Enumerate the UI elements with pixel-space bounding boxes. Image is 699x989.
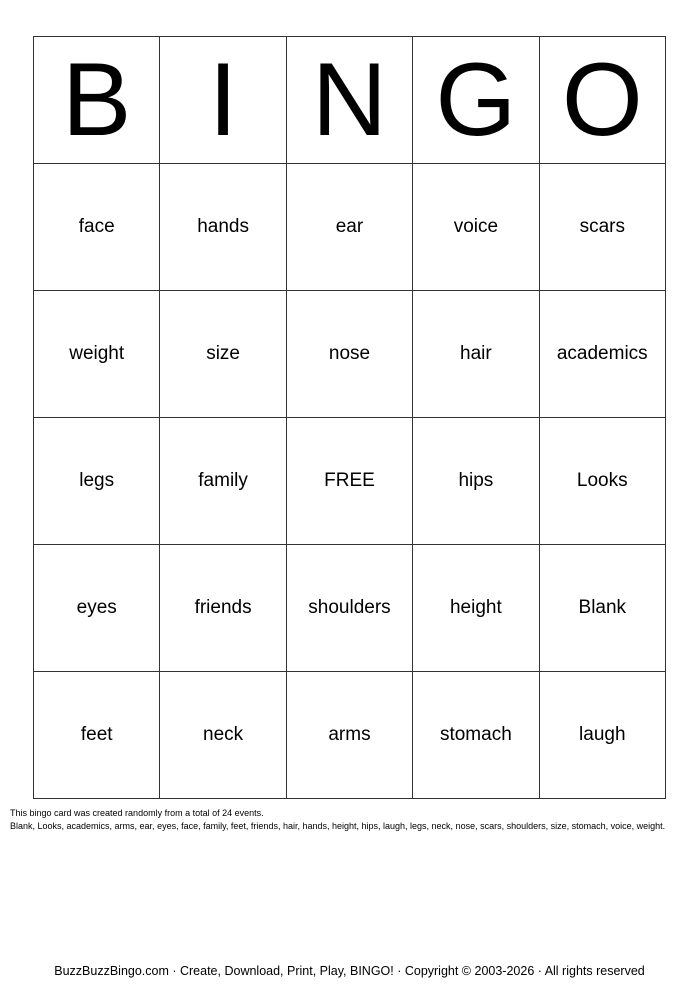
page-footer: BuzzBuzzBingo.com · Create, Download, Print, Play, BINGO! · Copyright © 2003-2026 · All rights reserved bbox=[54, 964, 645, 978]
bingo-row bbox=[34, 164, 666, 291]
bingo-cell: nose bbox=[286, 291, 412, 418]
bingo-cell: ear bbox=[286, 164, 412, 291]
header-letter-o: O bbox=[539, 37, 665, 164]
bingo-cell: legs bbox=[34, 418, 160, 545]
bingo-cell: hair bbox=[413, 291, 539, 418]
card-info bbox=[10, 807, 685, 833]
bingo-cell: feet bbox=[34, 672, 160, 799]
bingo-cell: scars bbox=[539, 164, 665, 291]
header-letter-b: B bbox=[34, 37, 160, 164]
bingo-row bbox=[34, 672, 666, 799]
bingo-cell: laugh bbox=[539, 672, 665, 799]
bingo-cell: face bbox=[34, 164, 160, 291]
bingo-cell: academics bbox=[539, 291, 665, 418]
bingo-header-row bbox=[34, 37, 666, 164]
bingo-cell: hands bbox=[160, 164, 286, 291]
bingo-cell: friends bbox=[160, 545, 286, 672]
bingo-row bbox=[34, 418, 666, 545]
bingo-cell: height bbox=[413, 545, 539, 672]
bingo-cell: family bbox=[160, 418, 286, 545]
bingo-row bbox=[34, 291, 666, 418]
card-info-word-list: Blank, Looks, academics, arms, ear, eyes, face, family, feet, friends, hair, hands, height, hips, laugh, legs, neck, nose, scars, shoulders, size, stomach, voice, weight. bbox=[10, 821, 666, 831]
card-info-summary: This bingo card was created randomly from a total of 24 events. bbox=[10, 808, 264, 818]
bingo-cell: size bbox=[160, 291, 286, 418]
free-space-cell: FREE bbox=[286, 418, 412, 545]
bingo-cell: hips bbox=[413, 418, 539, 545]
header-letter-n: N bbox=[286, 37, 412, 164]
bingo-cell: arms bbox=[286, 672, 412, 799]
bingo-cell: shoulders bbox=[286, 545, 412, 672]
bingo-cell: weight bbox=[34, 291, 160, 418]
bingo-cell: voice bbox=[413, 164, 539, 291]
bingo-cell: Blank bbox=[539, 545, 665, 672]
bingo-cell: stomach bbox=[413, 672, 539, 799]
bingo-row bbox=[34, 545, 666, 672]
header-letter-i: I bbox=[160, 37, 286, 164]
bingo-card bbox=[33, 36, 666, 799]
bingo-cell: eyes bbox=[34, 545, 160, 672]
bingo-cell: neck bbox=[160, 672, 286, 799]
header-letter-g: G bbox=[413, 37, 539, 164]
bingo-cell: Looks bbox=[539, 418, 665, 545]
